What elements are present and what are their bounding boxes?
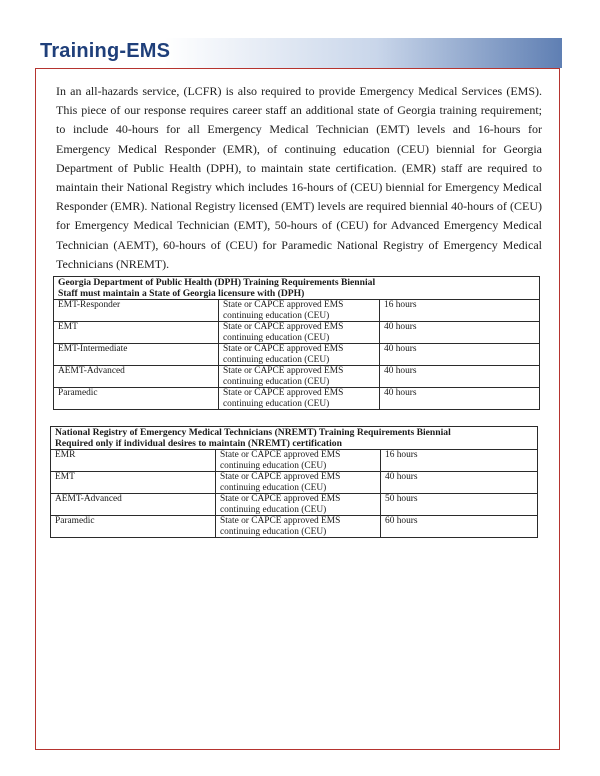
dph-requirements-table: [53, 276, 540, 410]
table-header-row: [54, 277, 540, 300]
nremt-header-line2: Required only if individual desires to maintain (NREMT) certification: [55, 437, 342, 449]
table-row: [51, 516, 538, 538]
requirement-cell: State or CAPCE approved EMS continuing education (CEU): [216, 450, 381, 472]
hours-cell: 60 hours: [381, 516, 538, 538]
table-row: [51, 472, 538, 494]
table-row: [51, 494, 538, 516]
level-cell: EMT: [51, 472, 216, 494]
nremt-table-header: [51, 427, 538, 450]
intro-paragraph: In an all-hazards service, (LCFR) is also required to provide Emergency Medical Services (EMS). This piece of our response requires career staff an additional state of Georgia training requirement; to include 40-hours for all Emergency Medical Technician (EMT) levels and 16-hours for Emergency Medical Responder (EMR), of continuing education (CEU) biennial for Georgia Department of Public Health (DPH), to maintain state certification. (EMR) staff are required to maintain their National Registry which includes 16-hours of (CEU) biennial for Emergency Medical Responder (EMR). National Registry licensed (EMT) levels are required biennial 40-hours of (CEU) for Emergency Medical Technician (EMT), 50-hours of (CEU) for Advanced Emergency Medical Technician (AEMT), 60-hours of (CEU) for Paramedic National Registry of Emergency Medical Technicians (NREMT).: [56, 84, 542, 271]
requirement-cell: State or CAPCE approved EMS continuing education (CEU): [219, 300, 380, 322]
hours-cell: 40 hours: [380, 366, 540, 388]
level-cell: EMR: [51, 450, 216, 472]
table-row: [54, 344, 540, 366]
requirement-cell: State or CAPCE approved EMS continuing education (CEU): [219, 322, 380, 344]
hours-cell: 16 hours: [380, 300, 540, 322]
hours-cell: 50 hours: [381, 494, 538, 516]
level-cell: EMT-Responder: [54, 300, 219, 322]
table-header-row: [51, 427, 538, 450]
hours-cell: 40 hours: [380, 322, 540, 344]
level-cell: EMT-Intermediate: [54, 344, 219, 366]
nremt-requirements-table: [50, 426, 538, 538]
requirement-cell: State or CAPCE approved EMS continuing education (CEU): [216, 516, 381, 538]
table-row: [54, 388, 540, 410]
nremt-header-line1: National Registry of Emergency Medical Technicians (NREMT) Training Requirements Biennial: [55, 427, 451, 438]
dph-table-header: [54, 277, 540, 300]
level-cell: AEMT-Advanced: [51, 494, 216, 516]
hours-cell: 40 hours: [380, 344, 540, 366]
level-cell: Paramedic: [51, 516, 216, 538]
hours-cell: 40 hours: [380, 388, 540, 410]
requirement-cell: State or CAPCE approved EMS continuing education (CEU): [216, 472, 381, 494]
level-cell: AEMT-Advanced: [54, 366, 219, 388]
hours-cell: 40 hours: [381, 472, 538, 494]
hours-cell: 16 hours: [381, 450, 538, 472]
page-title: Training-EMS: [40, 40, 171, 62]
table-row: [54, 366, 540, 388]
requirement-cell: State or CAPCE approved EMS continuing education (CEU): [219, 388, 380, 410]
level-cell: Paramedic: [54, 388, 219, 410]
requirement-cell: State or CAPCE approved EMS continuing education (CEU): [219, 344, 380, 366]
table-row: [54, 300, 540, 322]
requirement-cell: State or CAPCE approved EMS continuing education (CEU): [219, 366, 380, 388]
level-cell: EMT: [54, 322, 219, 344]
table-row: [51, 450, 538, 472]
dph-header-line1: Georgia Department of Public Health (DPH) Training Requirements Biennial: [58, 277, 376, 288]
requirement-cell: State or CAPCE approved EMS continuing education (CEU): [216, 494, 381, 516]
dph-header-line2: Staff must maintain a State of Georgia licensure with (DPH): [58, 287, 305, 299]
table-row: [54, 322, 540, 344]
